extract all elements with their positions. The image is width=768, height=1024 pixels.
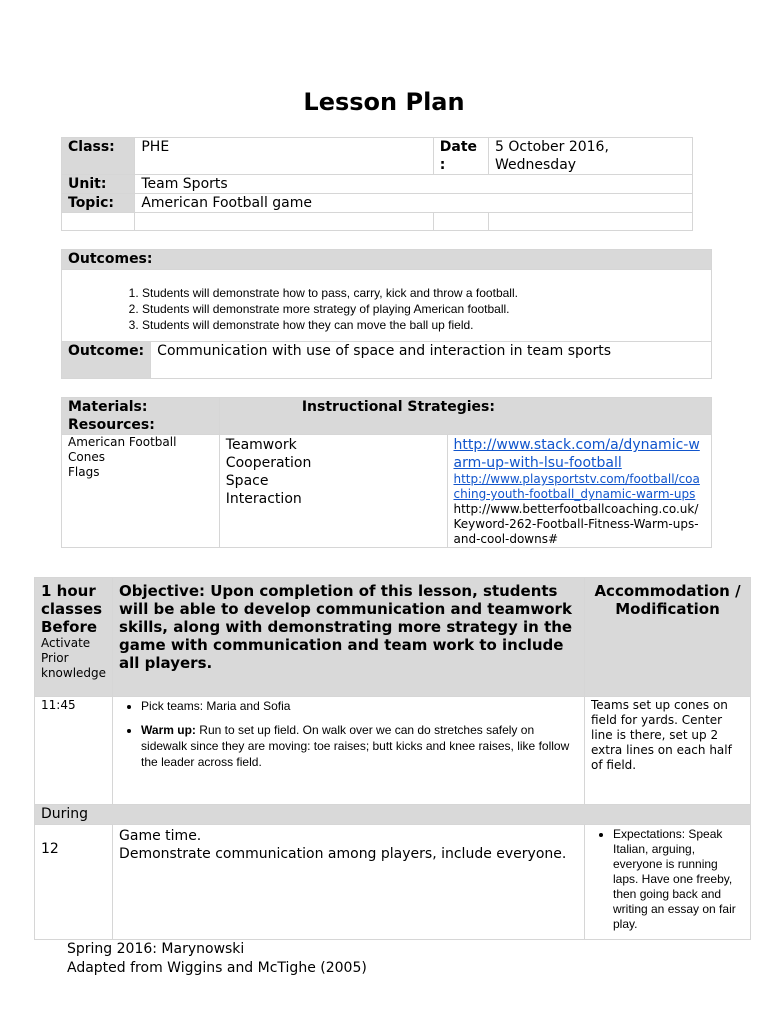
during-heading: During [35, 805, 751, 825]
strategies-list [219, 435, 447, 548]
time-1145: 11:45 [35, 697, 113, 805]
topic-label: Topic: [62, 194, 135, 213]
before-activities [113, 697, 585, 805]
outcomes-table [61, 249, 712, 379]
unit-value: Team Sports [135, 175, 693, 194]
material-item: Flags [68, 465, 100, 479]
resource-link-playsportstv[interactable]: http://www.playsportstv.com/football/coaching-youth-football_dynamic-warm-ups [453, 472, 700, 501]
page-title: Lesson Plan [303, 88, 465, 116]
resource-link-stack[interactable]: http://www.stack.com/a/dynamic-warm-up-with-lsu-football [453, 437, 700, 471]
empty-cell [489, 213, 693, 231]
class-label: Class: [62, 138, 135, 175]
outcome-item: 1. Students will demonstrate how to pass, carry, kick and throw a football. [142, 285, 705, 301]
outcome-value: Communication with use of space and interaction in team sports [151, 342, 712, 379]
materials-table [61, 397, 712, 548]
before-activity-list [119, 698, 578, 770]
footer-term: Spring 2016: Marynowski [67, 941, 245, 957]
accommodation-heading: Accommodation / Modification [585, 578, 751, 697]
footer-credit: Adapted from Wiggins and McTighe (2005) [67, 960, 367, 976]
outcome-label: Outcome: [62, 342, 151, 379]
footer [67, 940, 367, 978]
pick-teams-item: • Pick teams: Maria and Sofia [141, 698, 578, 714]
outcome-item: 3. Students will demonstrate how they can move the ball up field. [142, 317, 705, 333]
strategy-item: Space [225, 473, 269, 489]
accommodation-during [585, 825, 751, 940]
game-time: Game time. [119, 828, 202, 844]
class-value: PHE [135, 138, 433, 175]
lesson-table [34, 577, 751, 940]
accommodation-before: Teams set up cones on field for yards. Center line is there, set up 2 extra lines on each half of field. [585, 697, 751, 805]
warmup-text: Run to set up field. On walk over we can do stretches safely on sidewalk since they are moving: toe raises; butt kicks and knee raises, like follow the leader across field. [141, 723, 570, 769]
objective: Objective: Upon completion of this lesson, students will be able to develop communication and teamwork skills, along with demonstrating more strategy in the game with communication and team work to include all players. [113, 578, 585, 697]
resource-links [447, 435, 712, 548]
date-label: Date : [433, 138, 488, 175]
outcomes-list [68, 285, 705, 333]
expectations-item: • Expectations: Speak Italian, arguing, everyone is running laps. Have one freeby, then going back and writing an essay on fair play. [613, 827, 744, 932]
topic-value: American Football game [135, 194, 693, 213]
time-12: 12 [35, 825, 113, 940]
warmup-label: Warm up: [141, 723, 196, 737]
outcomes-list-cell [62, 270, 712, 342]
strategy-item: Cooperation [225, 455, 312, 471]
materials-heading: Materials: Resources: [62, 398, 220, 435]
before-cell [35, 578, 113, 697]
outcomes-heading: Outcomes: [62, 250, 712, 270]
material-item: American Football [68, 435, 177, 449]
expectations-list [591, 827, 744, 932]
strategy-item: Interaction [225, 491, 302, 507]
resource-text-betterfootball: http://www.betterfootballcoaching.co.uk/Keyword-262-Football-Fitness-Warm-ups-and-cool-downs# [453, 502, 699, 546]
warmup-item [141, 722, 578, 770]
date-value: 5 October 2016, Wednesday [489, 138, 693, 175]
class-info-table [61, 137, 693, 231]
materials-list [62, 435, 220, 548]
strategy-item: Teamwork [225, 437, 297, 453]
unit-label: Unit: [62, 175, 135, 194]
before-subheading: Activate Prior knowledge [41, 636, 107, 680]
empty-cell [433, 213, 488, 231]
during-activities [113, 825, 585, 940]
before-heading: 1 hour classes Before [41, 582, 103, 636]
game-description: Demonstrate communication among players, include everyone. [119, 846, 567, 862]
empty-cell [135, 213, 433, 231]
empty-cell [62, 213, 135, 231]
outcome-item: 2. Students will demonstrate more strategy of playing American football. [142, 301, 705, 317]
strategies-heading: Instructional Strategies: [219, 398, 711, 435]
material-item: Cones [68, 450, 105, 464]
